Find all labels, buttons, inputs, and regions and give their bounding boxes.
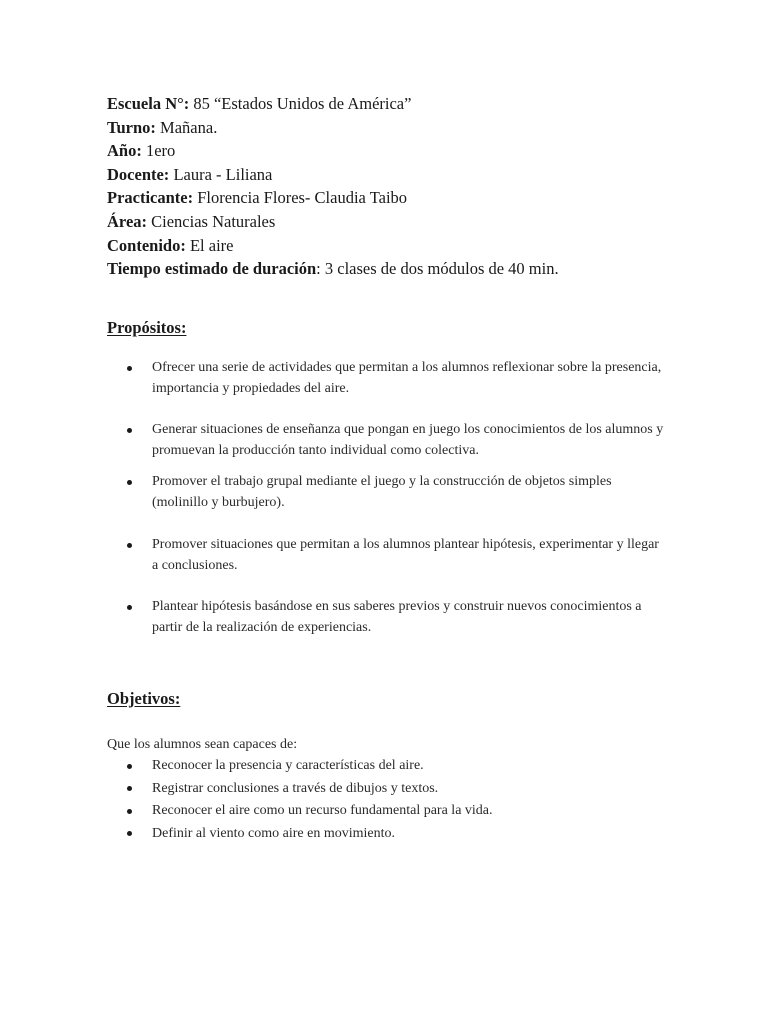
propositos-list [107,420,667,461]
proposito-item [107,420,667,461]
area-value: Ciencias Naturales [147,211,276,231]
objetivo-item [107,800,667,823]
objetivos-intro: Que los alumnos sean capaces de: [107,737,298,752]
practicante-value: Florencia Flores- Claudia Taibo [193,188,408,208]
header-block [107,92,707,281]
proposito-item [107,358,667,399]
proposito-text: Promover el trabajo grupal mediante el juego y la construcción de objetos simples (molinillo y burbujero). [152,474,612,510]
proposito-text: Plantear hipótesis basándose en sus saberes previos y construir nuevos conocimientos a partir de la realización de experiencias. [152,599,642,635]
header-contenido [107,234,707,258]
anio-value: 1ero [141,141,176,161]
tiempo-label: Tiempo estimado de duración [107,259,317,279]
bullet-icon [127,764,132,769]
proposito-item [107,472,667,513]
contenido-value: El aire [185,235,234,255]
propositos-list [107,472,667,513]
propositos-list [107,358,667,399]
objetivos-list [107,755,667,845]
proposito-text: Ofrecer una serie de actividades que permitan a los alumnos reflexionar sobre la presencia, importancia y propiedades del aire. [152,360,662,396]
bullet-icon [127,428,132,433]
proposito-item [107,535,667,576]
tiempo-value: : 3 clases de dos módulos de 40 min. [316,259,559,279]
area-label: Área: [107,211,148,231]
header-escuela [107,92,707,116]
practicante-label: Practicante: [107,188,194,208]
header-area [107,210,707,234]
docente-value: Laura - Liliana [169,164,273,184]
bullet-icon [127,543,132,548]
proposito-text: Generar situaciones de enseñanza que pongan en juego los conocimientos de los alumnos y promuevan la producción tanto individual como colectiva. [152,422,664,458]
bullet-icon [127,831,132,836]
proposito-item [107,597,667,638]
turno-label: Turno: [107,117,156,137]
header-practicante [107,186,707,210]
objetivo-item [107,755,667,778]
bullet-icon [127,480,132,485]
objetivo-item [107,778,667,801]
contenido-label: Contenido: [107,235,186,255]
escuela-label: Escuela N°: [107,94,190,113]
bullet-icon [127,366,132,371]
header-tiempo [107,257,707,281]
header-anio [107,139,707,163]
header-turno [107,116,707,140]
objetivos-heading: Objetivos: [107,689,181,708]
objetivo-text: Registrar conclusiones a través de dibujos y textos. [152,780,439,796]
objetivo-text: Definir al viento como aire en movimiento. [152,825,395,841]
header-docente [107,163,707,187]
propositos-heading: Propósitos: [107,318,187,337]
bullet-icon [127,605,132,610]
objetivo-item [107,823,667,846]
propositos-list [107,535,667,576]
objetivo-text: Reconocer la presencia y características del aire. [152,758,424,773]
propositos-list [107,597,667,638]
objetivo-text: Reconocer el aire como un recurso fundamental para la vida. [152,803,493,818]
docente-label: Docente: [107,164,170,184]
anio-label: Año: [107,141,142,161]
turno-value: Mañana. [155,117,218,137]
escuela-value: 85 “Estados Unidos de América” [189,94,412,113]
bullet-icon [127,809,132,814]
bullet-icon [127,786,132,791]
proposito-text: Promover situaciones que permitan a los alumnos plantear hipótesis, experimentar y llegar a conclusiones. [152,537,659,573]
